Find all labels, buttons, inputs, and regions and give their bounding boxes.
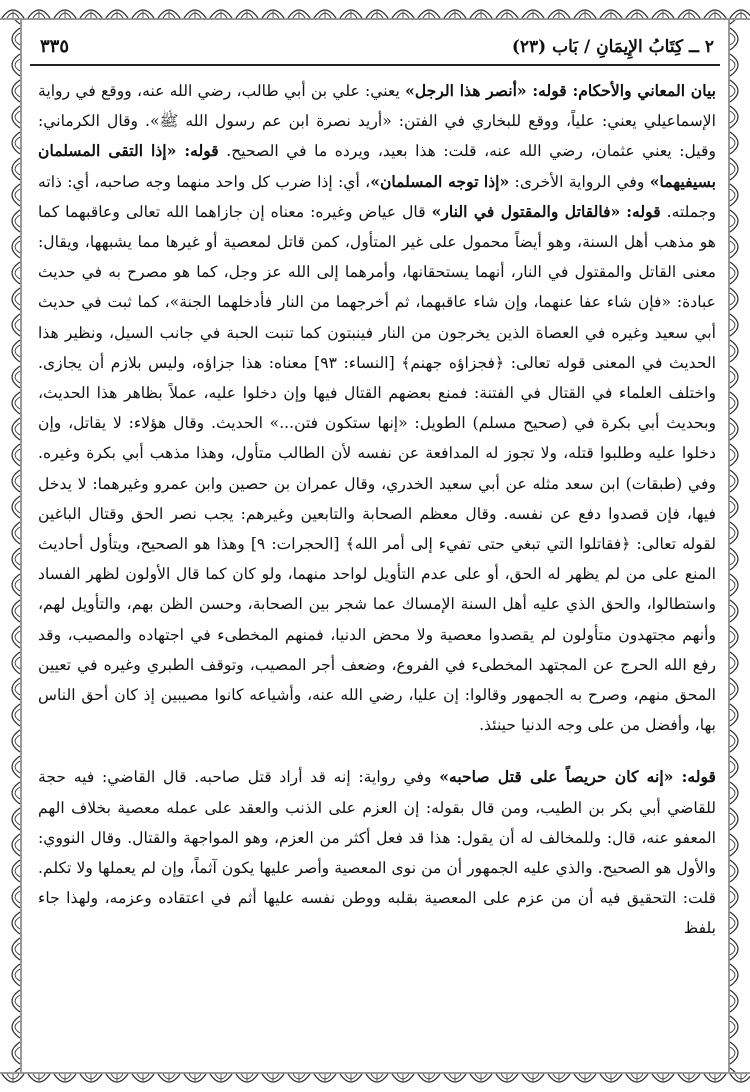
text-line: الله عنه، ووقع في رواية الإسماعيلي يعني: علياً، ووقع للبخاري في الفتن: «أريد نصرة ابن (38, 82, 716, 131)
paragraph-explanation (38, 76, 716, 740)
text-line: على عمله معصية بخلاف الهم المعفو عنه، قال: وللمخالف له أن يقول: هذا قد فعل أكثر (38, 798, 716, 847)
text-line: ويرده ما في الصحيح. (218, 142, 371, 161)
text-line: بها، وأفضل من على وجه الدنيا حينئذ. (479, 716, 716, 735)
ornamental-border-bottom (0, 1072, 750, 1092)
quoted-phrase: توجه المسلمان» (370, 171, 479, 191)
text-line: الحديث، وبحديث أبي بكرة في (صحيح مسلم) الطويل: «إنها ستكون فتن...» الحديث. (38, 384, 716, 433)
text-line: من النار فأدخلهما الجنة»، كما ثبت في حديث أبي سعيد وغيره في العصاة الذين يخرجون (38, 293, 716, 342)
text-line: العلماء في القتال في الفتنة: فمنع بعضهم القتال فيها وإن دخلوا عليه، عملاً بظاهر هذا (96, 384, 662, 403)
text-line: وصرح به الجمهور وقالوا: إن عليا، رضي الله عنه، وأشياعه كانوا مصيبين إذ كان أحق الناس (38, 686, 628, 705)
text-line: ﴿فقاتلوا التي تبغي حتى تفيء إلى أمر الله﴾ [الحجرات: ٩] وهذا هو الصحيح، ويتأول (89, 535, 631, 554)
text-line: أحاديث المنع على من لم يظهر له الحق، أو على عدم التأويل لواحد منهما، ولو كان كما (38, 535, 716, 584)
text-line: الطالب متأول، وهذا مذهب أبي بكرة وغيره. وفي (طبقات) ابن سعد مثله عن أبي سعيد (38, 444, 716, 493)
quoted-phrase: قوله: «إذا التقى المسلمان بسيفيهما» (38, 141, 716, 191)
text-line: يشبهها، ويقال: معنى القاتل والمقتول في النار، أنهما يستحقانها، وأمرهما إلى الله عز وجل، (38, 233, 716, 282)
book-page (30, 30, 720, 1060)
text-line: وفي رواية: إنه قد أراد قتل صاحبه. قال (163, 768, 440, 787)
text-line: من النار فينبتون كما تنبت الحبة في جانب السيل، ونظير هذا الحديث في المعنى قوله (38, 323, 716, 372)
quoted-phrase: قوله: (626, 201, 661, 221)
text-line: من نوى المعصية وأصر عليها يكون آثماً، وإن لم يعملها ولا تكلم. قلت: التحقيق فيه أن (38, 859, 716, 908)
commentary-text (30, 76, 720, 944)
running-header (30, 30, 720, 66)
text-line: هو مذهب أهل السنة، وهو أيضاً محمول على غير المتأول، كمن قاتل لمعصية أو غيرها مما (137, 233, 716, 252)
ornamental-border-top (0, 0, 750, 20)
text-line: قال الأولون لظهر الفساد واستطالوا، والحق الذي عليه أهل السنة الإمساك عما شجر بين (38, 565, 716, 614)
text-line: تعالى: ﴿فجزاؤه جهنم﴾ [النساء: ٩٣] معناه: هذا جزاؤه، وليس بلازم أن يجازى. واختلف (38, 353, 717, 403)
text-line: المخطىء في الفروع، وضعف أجر المصيب، وتوقف الطبري وغيره في تعيين المحق منهم، (38, 655, 716, 705)
text-line: من عزم على المعصية بقلبه ووطن نفسه عليها أثم في اعتقاده وعزمه، ولهذا جاء بلفظ (38, 889, 716, 938)
text-line: وفي الرواية الأخرى: (509, 172, 650, 191)
page-number: ٣٣٥ (40, 36, 70, 57)
text-line: الخدري، وقال عمران بن حصين وابن عمرو وغيرهما: لا يدخل فيها، فإن قصدوا دفع عن (38, 474, 716, 523)
paragraph-intent (38, 762, 716, 943)
ornamental-border-left (0, 0, 22, 1092)
text-line: نفسه. وقال معظم الصحابة والتابعين وغيرهم: يجب نصر الحق وقتال الباغين لقوله تعالى: (38, 504, 716, 554)
text-line: محض الدنيا، فمنهم المخطىء في اجتهاده والمصيب، وقد رفع الله الحرج عن المجتهد (38, 625, 716, 674)
text-line: من العزم، وهو المواجهة والقتال. وقال النووي: والأول هو الصحيح. والذي عليه الجمهور أن (38, 828, 716, 878)
text-line: كما هو مصرح به في حديث عبادة: «فإن شاء عفا عنهما، وإن شاء عاقبهما، ثم أخرجهما (38, 263, 716, 312)
section-heading: بيان المعاني والأحكام: قوله: «أنصر هذا الرجل» (405, 81, 716, 100)
text-line: وقال هؤلاء: لا يقاتل، وإن دخلوا عليه وطلبوا قتله، ولا تجوز له المدافعة عن نفسه لأن (38, 414, 716, 463)
quoted-phrase: «إذا (483, 171, 510, 191)
text-line: الصحابة، وحسن الظن بهم، والتأويل لهم، وأنهم مجتهدون متأولون لم يقصدوا معصية ولا (38, 595, 716, 644)
chapter-title: ٢ ــ كِتَابُ الإِيمَانِ / بَاب (٢٣) (511, 37, 714, 57)
text-line: قال عياض وغيره: معناه إن جازاهما الله تعالى وعاقبهما كما (38, 202, 432, 221)
quoted-phrase: «فالقاتل والمقتول في النار» (431, 201, 621, 221)
ornamental-border-right (728, 0, 750, 1092)
text-line: القاضي: فيه حجة للقاضي أبي بكر بن الطيب، ومن قال بقوله: إن العزم على الذنب والعقد (38, 768, 716, 817)
text-line: عم رسول الله ﷺ». وقال الكرماني: وقيل: يعني عثمان، رضي الله عنه، قلت: هذا بعيد، (38, 112, 716, 161)
quoted-phrase: قوله: «إنه كان حريصاً على قتل صاحبه» (439, 767, 717, 787)
text-line: ، أي: إذا ضرب كل واحد منهما وجه صاحبه، أي: ذاته وجملته. (38, 172, 716, 221)
text-line: يعني: علي بن أبي طالب، رضي (197, 82, 406, 100)
paragraph-gap (38, 740, 716, 762)
